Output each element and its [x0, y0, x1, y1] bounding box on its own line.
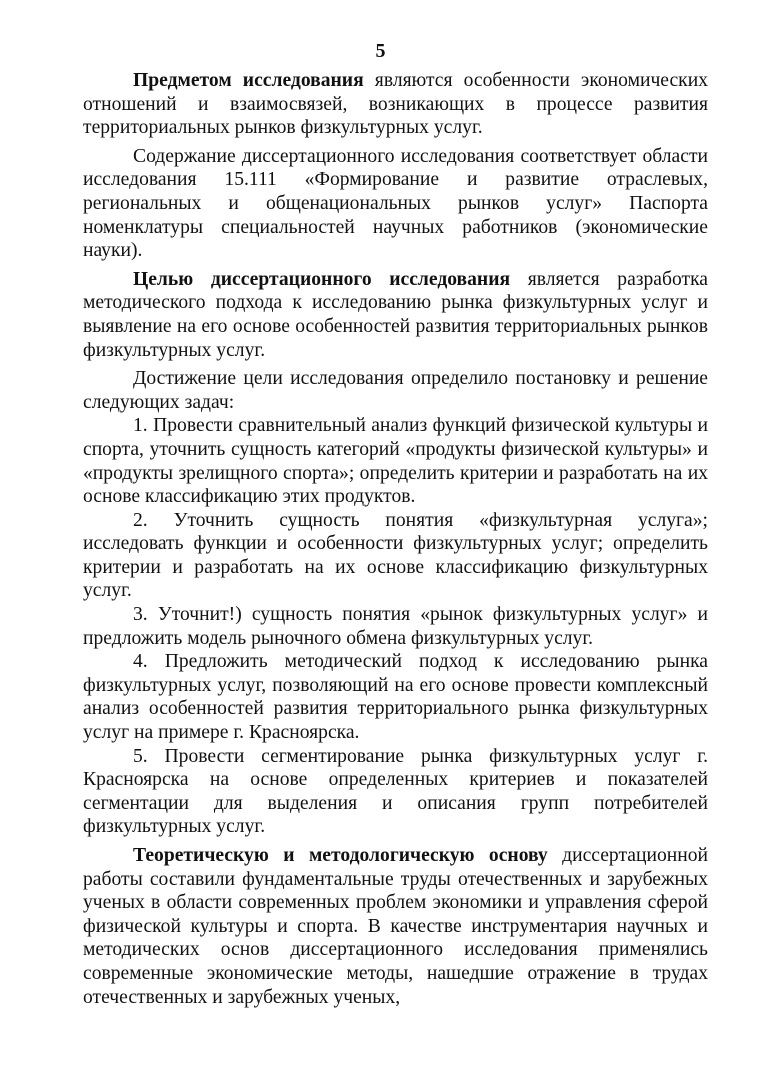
task-item-4	[83, 650, 708, 744]
paragraph-text: диссертационной работы составили фундаментальные труды отечественных и зарубежных ученых в области современных проблем экономики и управления сферой физической культуры и спорта. В качестве инструментария научных и методических основ диссертационного исследования применялись современные экономические методы, нашедшие отражение в трудах отечественных и зарубежных ученых,	[83, 845, 708, 1008]
body-text	[83, 69, 708, 1009]
paragraph-text: являются особенности экономических отношений и взаимосвязей, возникающих в процессе развития территориальных рынков физкультурных услуг.	[83, 70, 708, 139]
paragraph-goal	[83, 268, 708, 362]
page-number: 5	[375, 40, 386, 62]
paragraph-tasks-intro	[83, 367, 708, 414]
task-item-3	[83, 603, 708, 650]
bold-lead: Теоретическую и методологическую основу	[133, 845, 548, 866]
task-item-1	[83, 414, 708, 508]
paragraph-text: 2. Уточнить сущность понятия «физкультурная услуга»; исследовать функции и особенности физкультурных услуг; определить критерии и разработать на их основе классификацию физкультурных услуг.	[83, 509, 708, 602]
bold-lead: Целью диссертационного исследования	[133, 268, 511, 290]
task-item-2	[83, 509, 708, 603]
paragraph-text: является разработка методического подхода к исследованию рынка физкультурных услуг и выявление на его основе особенностей развития территориальных рынков физкультурных услуг.	[83, 268, 708, 361]
paragraph-text: 4. Предложить методический подход к исследованию рынка физкультурных услуг, позволяющий на его основе провести комплексный анализ особенностей развития территориального рынка физкультурных услуг на примере г. Красноярска.	[83, 651, 708, 744]
bold-lead: Предметом исследования	[133, 70, 364, 91]
paragraph-text: 5. Провести сегментирование рынка физкультурных услуг г. Красноярска на основе определенных критериев и показателей сегментации для выделения и описания групп потребителей физкультурных услуг.	[83, 745, 708, 838]
paragraph-text: Содержание диссертационного исследования соответствует области исследования 15.111 «Формирование и развитие отраслевых, региональных и общенациональных рынков услуг» Паспорта номенклатуры специальностей научных работников (экономические науки).	[83, 145, 708, 262]
paragraph-text: 1. Провести сравнительный анализ функций физической культуры и спорта, уточнить сущность категорий «продукты физической культуры» и «продукты зрелищного спорта»; определить критерии и разработать на их основе классификацию этих продуктов.	[83, 415, 708, 508]
paragraph-content-area	[83, 145, 708, 263]
paragraph-methodology	[83, 844, 708, 1009]
task-item-5	[83, 745, 708, 839]
paragraph-text: 3. Уточнит!) сущность понятия «рынок физкультурных услуг» и предложить модель рыночного обмена физкультурных услуг.	[83, 604, 708, 649]
paragraph-subject	[83, 69, 708, 140]
paragraph-text: Достижение цели исследования определило постановку и решение следующих задач:	[83, 368, 708, 413]
